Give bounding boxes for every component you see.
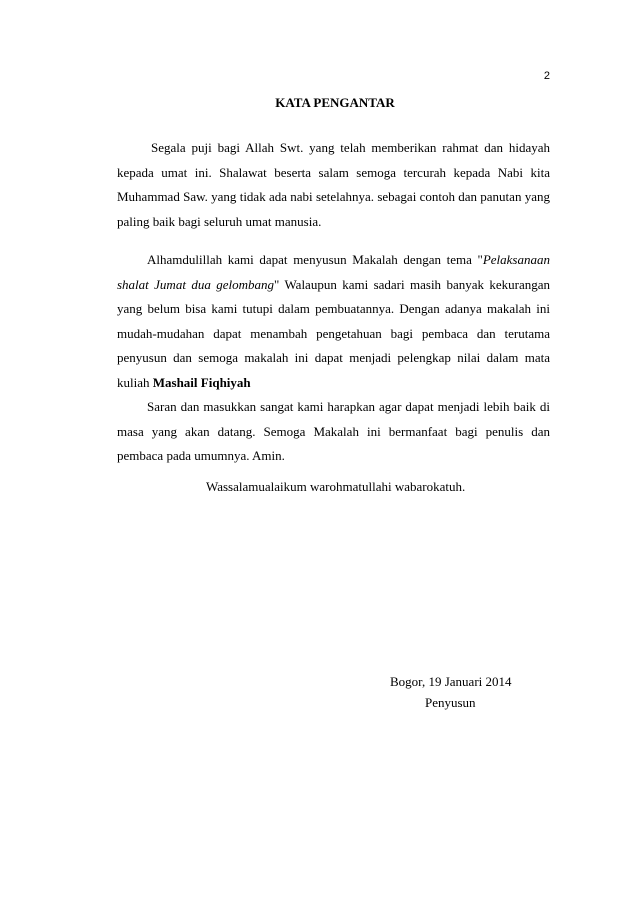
body-text [117, 136, 550, 469]
page-title: KATA PENGANTAR [275, 95, 395, 110]
course-name: Mashail Fiqhiyah [152, 374, 251, 390]
topic-title: Pelaksanaan shalat Jumat dua gelombang [117, 252, 550, 292]
paragraph-intro: Segala puji bagi Allah Swt. yang telah memberikan rahmat dan hidayah kepada umat ini. Shalawat beserta salam semoga tercurah kepada Nabi kita Muhammad Saw. yang tidak ada nabi setelahnya. sebagai contoh dan panutan yang paling baik bagi seluruh umat manusia. [117, 140, 550, 229]
paragraph-closing-remarks: Saran dan masukkan sangat kami harapkan agar dapat menjadi lebih baik di masa yang akan datang. Semoga Makalah ini bermanfaat bagi penulis dan pembaca pada umumnya. Amin. [117, 399, 550, 463]
paragraph-topic [117, 248, 550, 395]
closing-greeting: Wassalamualaikum warohmatullahi wabarokatuh. [206, 479, 466, 494]
paragraph-topic-text-continued: " Walaupun kami sadari masih banyak kekurangan yang belum bisa kami tutupi dalam pembuatannya. Dengan adanya makalah ini mudah-mudahan dapat menambah pengetahuan bagi pembaca dan terutama penyusun dan semoga makalah ini dapat menjadi pelengkap nilai dalam mata kuliah [117, 276, 551, 390]
signature-author: Penyusun [425, 695, 476, 710]
page-number: 2 [543, 70, 550, 82]
signature-place-date: Bogor, 19 Januari 2014 [390, 674, 512, 689]
paragraph-topic-text: Alhamdulillah kami dapat menyusun Makalah dengan tema " [147, 252, 483, 267]
